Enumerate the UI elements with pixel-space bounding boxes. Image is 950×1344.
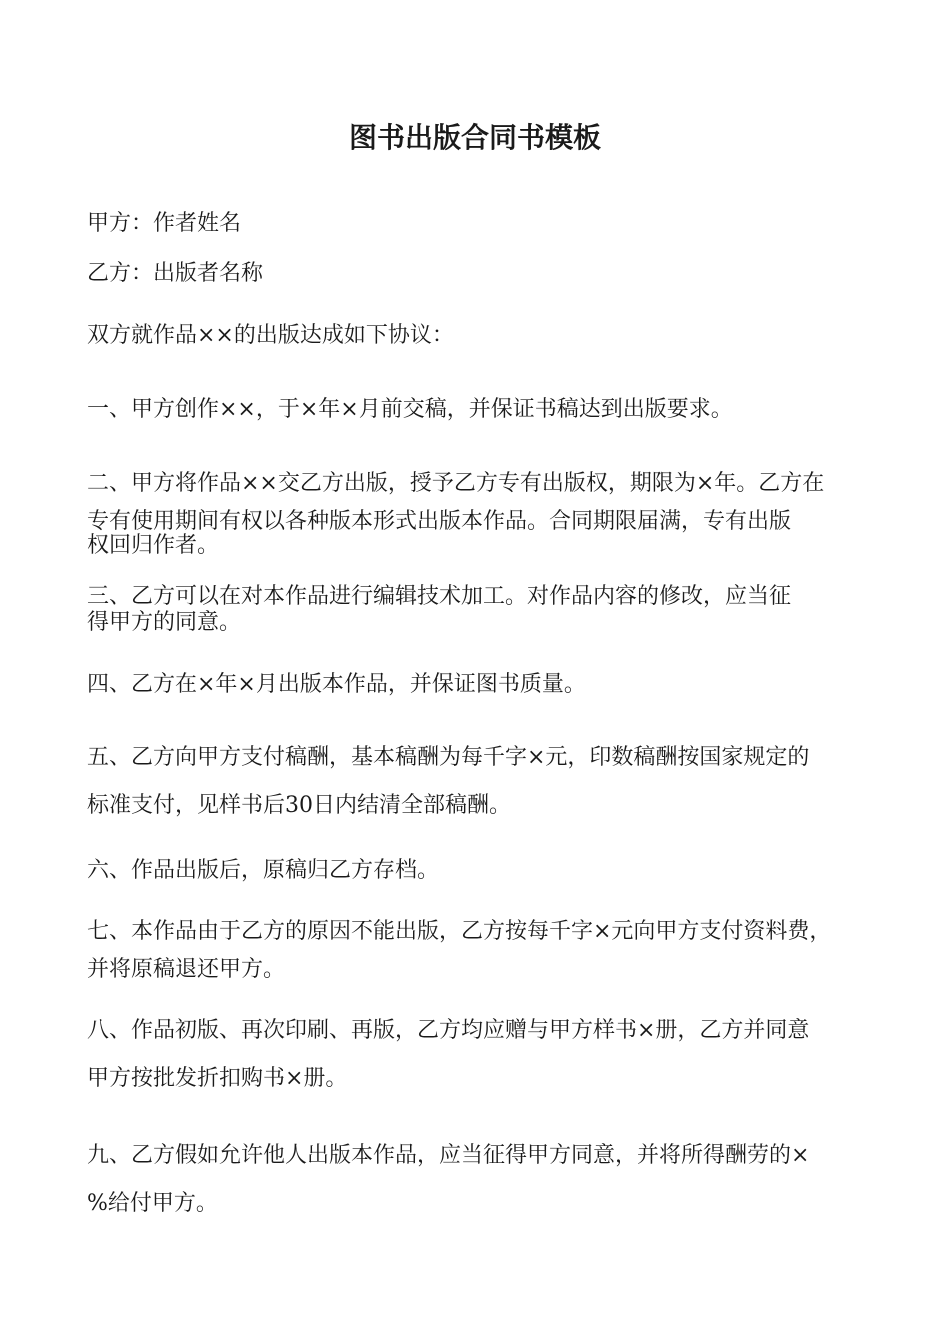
clause-line: 标准支付，见样书后30日内结清全部稿酬。 bbox=[87, 793, 511, 818]
document-title: 图书出版合同书模板 bbox=[348, 121, 601, 154]
clause-line: 专有使用期间有权以各种版本形式出版本作品。合同期限届满，专有出版 bbox=[87, 509, 792, 534]
clause-8 bbox=[87, 1017, 877, 1093]
clause-line: 七、本作品由于乙方的原因不能出版，乙方按每千字×元向甲方支付资料费， bbox=[87, 919, 832, 944]
clause-5 bbox=[87, 744, 877, 820]
clause-3 bbox=[87, 584, 877, 636]
clause-line: 三、乙方可以在对本作品进行编辑技术加工。对作品内容的修改，应当征 bbox=[87, 584, 792, 609]
clause-2 bbox=[87, 470, 877, 558]
clause-line: 甲方按批发折扣购书×册。 bbox=[87, 1066, 348, 1091]
party-a-line: 甲方：作者姓名 bbox=[87, 211, 242, 236]
party-b-line: 乙方：出版者名称 bbox=[87, 261, 264, 286]
clause-line: 六、作品出版后，原稿归乙方存档。 bbox=[87, 858, 440, 883]
clause-line: 得甲方的同意。 bbox=[87, 610, 242, 635]
clause-line: 九、乙方假如允许他人出版本作品，应当征得甲方同意，并将所得酬劳的× bbox=[87, 1143, 810, 1168]
clause-line: 并将原稿退还甲方。 bbox=[87, 957, 286, 982]
clause-line: %给付甲方。 bbox=[87, 1191, 218, 1216]
clause-line: 一、甲方创作××，于×年×月前交稿，并保证书稿达到出版要求。 bbox=[87, 397, 733, 422]
clause-6 bbox=[87, 857, 877, 885]
clause-line: 八、作品初版、再次印刷、再版，乙方均应赠与甲方样书×册，乙方并同意 bbox=[87, 1018, 810, 1043]
clause-4 bbox=[87, 671, 877, 699]
clause-line: 权回归作者。 bbox=[87, 533, 220, 558]
clause-line: 五、乙方向甲方支付稿酬，基本稿酬为每千字×元，印数稿酬按国家规定的 bbox=[87, 745, 810, 770]
clause-line: 二、甲方将作品××交乙方出版，授予乙方专有出版权，期限为×年。乙方在 bbox=[87, 471, 825, 496]
clause-1 bbox=[87, 396, 877, 424]
intro-line: 双方就作品××的出版达成如下协议： bbox=[87, 323, 454, 348]
clause-7 bbox=[87, 918, 877, 984]
clause-line: 四、乙方在×年×月出版本作品，并保证图书质量。 bbox=[87, 672, 586, 697]
clause-9 bbox=[87, 1142, 877, 1218]
